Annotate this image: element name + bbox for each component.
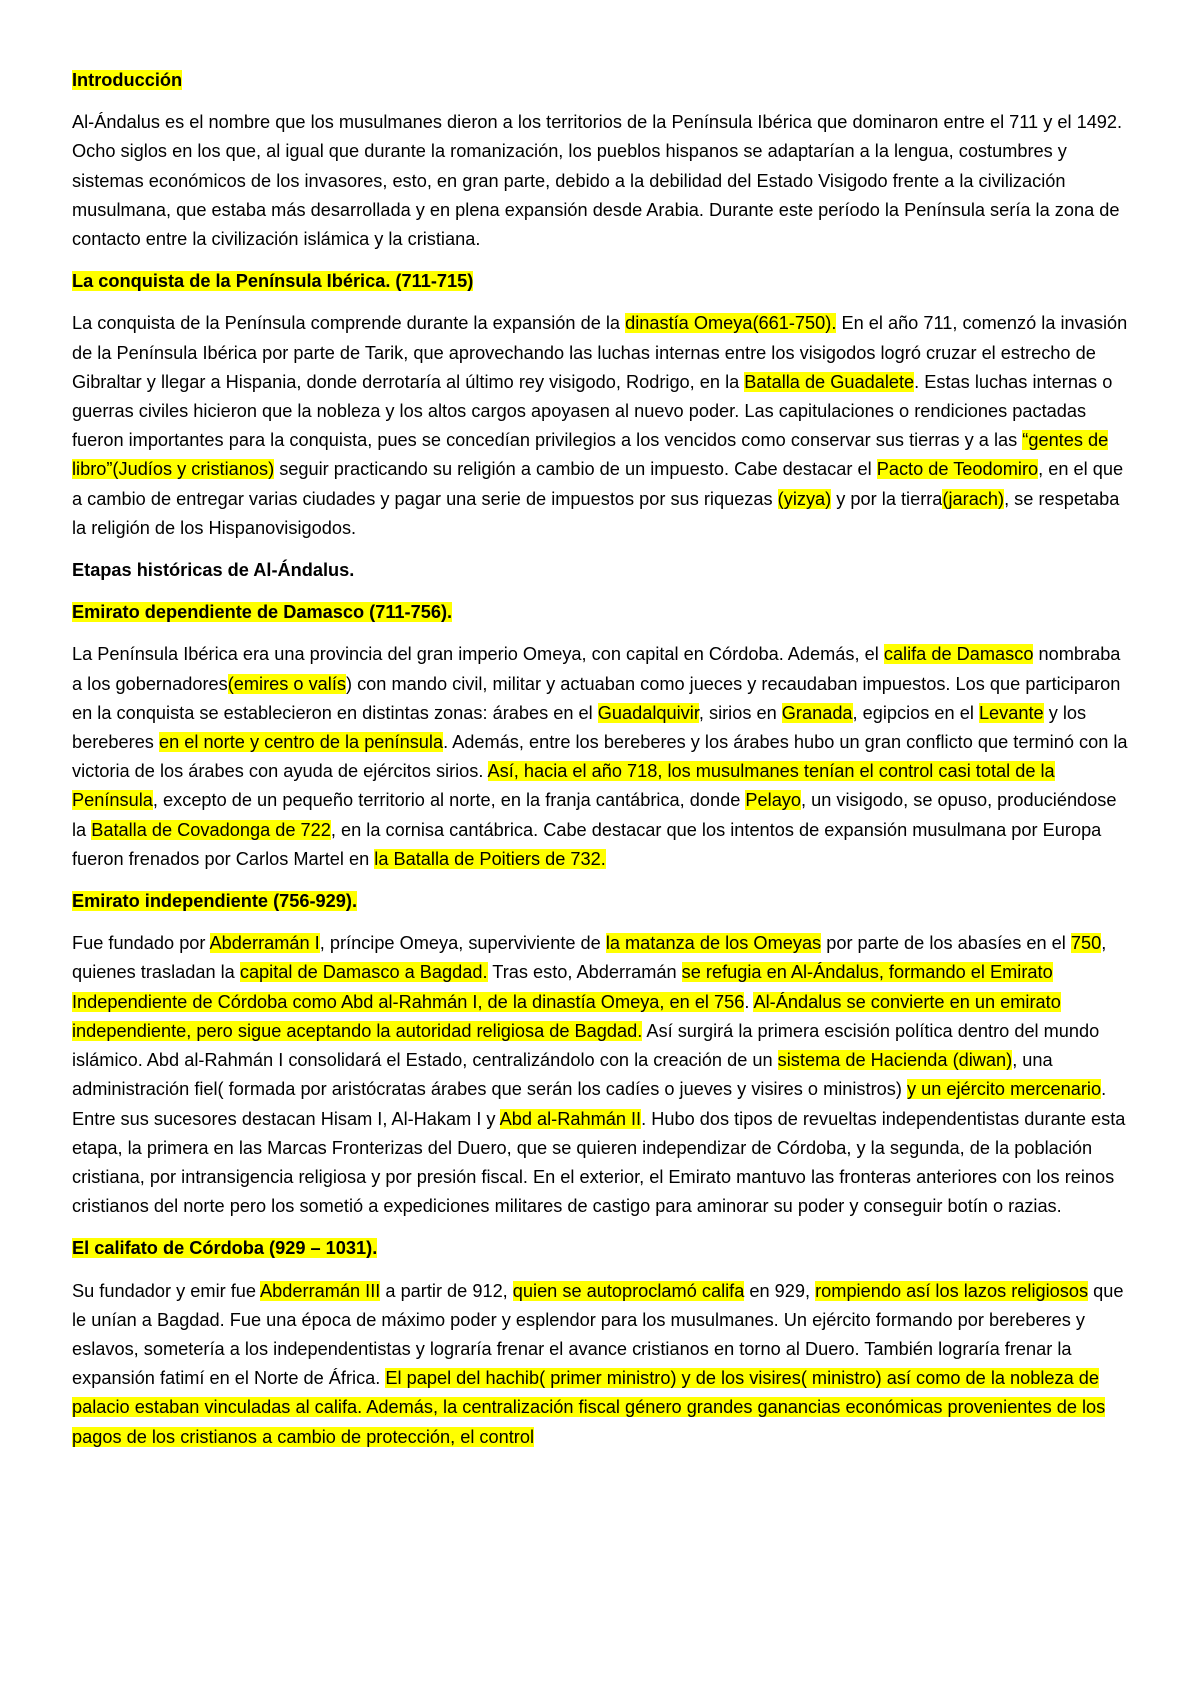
highlight-text: Granada xyxy=(781,702,853,723)
highlight-text: sistema de Hacienda (diwan) xyxy=(777,1050,1013,1071)
text-run: ) con mando civil, militar y actuaban como jueces y recaudaban impuestos. Los que participaron en la conquista se establecieron en distintas zonas: árabes en el xyxy=(72,673,1121,723)
section-heading-intro xyxy=(72,66,1130,95)
heading-text: Emirato dependiente de Damasco (711-756). xyxy=(72,602,453,623)
text-run: , en el que a cambio de entregar varias ciudades y pagar una serie de impuestos por sus riquezas xyxy=(72,459,1124,509)
paragraph-emirate-dependent xyxy=(72,640,1130,874)
text-run: , príncipe Omeya, superviviente de xyxy=(319,933,606,954)
highlight-text: y un ejército mercenario xyxy=(906,1079,1102,1100)
text-run: Su fundador y emir fue xyxy=(72,1280,261,1301)
highlight-text: Guadalquivir xyxy=(597,702,699,723)
highlight-text: Abd al-Rahmán II xyxy=(499,1108,642,1129)
highlight-text: (yizya) xyxy=(777,488,832,509)
text-run: en 929, xyxy=(744,1280,816,1301)
highlight-text: Batalla de Guadalete xyxy=(744,371,915,392)
text-run: Tras esto, Abderramán xyxy=(487,962,682,983)
text-run: a partir de 912, xyxy=(380,1280,513,1301)
highlight-text: (emires o valís xyxy=(227,673,346,694)
text-run: , sirios en xyxy=(698,702,782,723)
paragraph-emirate-independent xyxy=(72,929,1130,1221)
text-run: Así surgirá la primera escisión política dentro del mundo islámico. Abd al-Rahmán I consolidará el Estado, centralizándolo con la creación de un xyxy=(72,1020,1100,1071)
text-run: En el año 711, comenzó la invasión de la Península Ibérica por parte de Tarik, que aprovechando las luchas internas entre los visigodos logró cruzar el estrecho de Gibraltar y llegar a Hispania, donde derrotaría al último rey visigodo, Rodrigo, en la xyxy=(72,313,1128,392)
highlight-text: Abderramán III xyxy=(260,1280,381,1301)
text-run: que le unían a Bagdad. Fue una época de máximo poder y esplendor para los musulmanes. Un ejército formando por bereberes y eslavos, sometería a los independentistas y lograría frenar el avance cristianos en torno al Duero. También lograría frenar la expansión fatimí en el Norte de África. xyxy=(72,1280,1124,1389)
text-run: , quienes trasladan la xyxy=(72,933,1107,983)
section-heading-emirate-dependent xyxy=(72,598,1130,627)
text-run: y los bereberes xyxy=(72,702,1087,753)
text-run: La Península Ibérica era una provincia del gran imperio Omeya, con capital en Córdoba. Además, el xyxy=(72,644,884,665)
highlight-text: la matanza de los Omeyas xyxy=(605,933,822,954)
heading-text: La conquista de la Península Ibérica. (711-715) xyxy=(72,271,474,292)
highlight-text: se refugia en Al-Ándalus, formando el Emirato Independiente de Córdoba como Abd al-Rahmán I, de la dinastía Omeya, en el 756 xyxy=(72,962,1053,1012)
text-run: . Entre sus sucesores destacan Hisam I, Al-Hakam I y xyxy=(72,1079,1107,1129)
highlight-text: en el norte y centro de la península xyxy=(158,732,444,753)
text-run: . Hubo dos tipos de revueltas independentistas durante esta etapa, la primera en las Marcas Fronterizas del Duero, que se quieren independizar de Córdoba, y la segunda, de la población cristiana, por intransigencia religiosa y por presión fiscal. En el exterior, el Emirato mantuvo las fronteras anteriores con los reinos cristianos del norte pero los sometió a expediciones militares de castigo para aminorar su poder y conseguir botín o razias. xyxy=(72,1108,1126,1217)
highlight-text: “gentes de libro”(Judíos y cristianos) xyxy=(72,430,1109,480)
heading-text: Emirato independiente (756-929). xyxy=(72,891,358,912)
text-run: . Estas luchas internas o guerras civiles hicieron que la nobleza y los altos cargos apoyasen al nuevo poder. Las capitulaciones o rendiciones pactadas fueron importantes para la conquista, pues se concedían privilegios a los vencidos como conservar sus tierras y a las xyxy=(72,371,1113,451)
text-run: , se respetaba la religión de los Hispanovisigodos. xyxy=(72,488,1120,538)
section-heading-conquest xyxy=(72,267,1130,296)
highlight-text: capital de Damasco a Bagdad. xyxy=(239,962,488,983)
text-run: , una administración fiel( formada por aristócratas árabes que serán los cadíes o jueves y visires o ministros) xyxy=(72,1050,1053,1100)
text-run: La conquista de la Península comprende durante la expansión de la xyxy=(72,313,626,334)
highlight-text: Abderramán I xyxy=(209,933,320,954)
text-run: nombraba a los gobernadores xyxy=(72,644,1121,694)
text-run: Fue fundado por xyxy=(72,933,210,954)
paragraph-conquest xyxy=(72,309,1130,543)
section-heading-caliphate xyxy=(72,1234,1130,1263)
text-run: , egipcios en el xyxy=(852,702,979,723)
highlight-text: quien se autoproclamó califa xyxy=(512,1280,745,1301)
highlight-text: rompiendo así los lazos religiosos xyxy=(815,1280,1089,1301)
highlight-text: califa de Damasco xyxy=(883,644,1034,665)
paragraph-intro: Al-Ándalus es el nombre que los musulmanes dieron a los territorios de la Península Ibérica que dominaron entre el 711 y el 1492. Ocho siglos en los que, al igual que durante la romanización, los pueblos hispanos se adaptarían a la lengua, costumbres y sistemas económicos de los invasores, esto, en gran parte, debido a la debilidad del Estado Visigodo frente a la civilización musulmana, que estaba más desarrollada y en plena expansión desde Arabia. Durante este período la Península sería la zona de contacto entre la civilización islámica y la cristiana. xyxy=(72,112,1123,250)
text-run: , un visigodo, se opuso, produciéndose la xyxy=(72,790,1117,840)
highlight-text: la Batalla de Poitiers de 732. xyxy=(374,848,606,869)
highlight-text: Pelayo xyxy=(745,790,802,811)
highlight-text: Batalla de Covadonga de 722 xyxy=(91,819,331,840)
text-run: y por la tierra xyxy=(831,488,943,509)
highlight-text: Al-Ándalus se convierte en un emirato independiente, pero sigue aceptando la autoridad religiosa de Bagdad. xyxy=(72,991,1061,1041)
highlight-text: El papel del hachib( primer ministro) y de los visires( ministro) así como de la nobleza de palacio estaban vinculadas al califa. Además, la centralización fiscal género grandes ganancias económicas provenientes de los pagos de los cristianos a cambio de protección, el control xyxy=(72,1368,1106,1447)
highlight-text: Levante xyxy=(978,702,1044,723)
text-run: por parte de los abasíes en el xyxy=(821,933,1071,954)
highlight-text: (jarach) xyxy=(942,488,1005,509)
heading-text: El califato de Córdoba (929 – 1031). xyxy=(72,1238,378,1259)
highlight-text: 750 xyxy=(1070,933,1102,954)
section-heading-stages: Etapas históricas de Al-Ándalus. xyxy=(72,560,355,581)
text-run: . xyxy=(744,991,754,1012)
text-run: , en la cornisa cantábrica. Cabe destacar que los intentos de expansión musulmana por Europa fueron frenados por Carlos Martel en xyxy=(72,819,1102,869)
text-run: . Además, entre los bereberes y los árabes hubo un gran conflicto que terminó con la victoria de los árabes con ayuda de ejércitos sirios. xyxy=(72,732,1128,782)
section-heading-emirate-independent xyxy=(72,887,1130,916)
heading-text: Introducción xyxy=(72,70,183,90)
highlight-text: Pacto de Teodomiro xyxy=(876,459,1039,480)
highlight-text: Así, hacia el año 718, los musulmanes tenían el control casi total de la Península xyxy=(72,761,1055,811)
highlight-text: dinastía Omeya(661-750). xyxy=(625,313,837,334)
text-run: seguir practicando su religión a cambio de un impuesto. Cabe destacar el xyxy=(274,459,877,480)
text-run: , excepto de un pequeño territorio al norte, en la franja cantábrica, donde xyxy=(152,790,746,811)
paragraph-caliphate xyxy=(72,1277,1130,1452)
